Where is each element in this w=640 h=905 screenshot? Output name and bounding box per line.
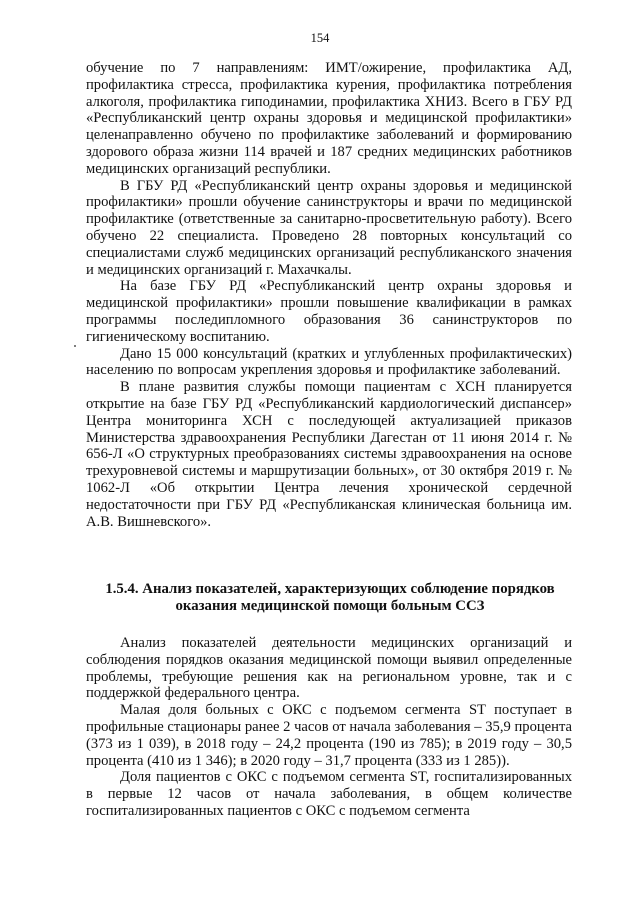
- paragraph: обучение по 7 направлениям: ИМТ/ожирение, профилактика АД, профилактика стресса, профилактика курения, профилактика потребления алкоголя, профилактика гиподинамии, профилактика ХНИЗ. Всего в ГБУ РД «Республиканский центр охраны здоровья и медицинской профилактики» целенаправленно обучено по профилактике заболеваний и формированию здорового образа жизни 114 врачей и 187 средних медицинских работников медицинских организаций республики.: [86, 60, 572, 177]
- section-heading-line: оказания медицинской помощи больным ССЗ: [175, 598, 485, 614]
- body-text-top: [86, 60, 572, 530]
- section-heading-line: 1.5.4. Анализ показателей, характеризующих соблюдение порядков: [105, 581, 555, 597]
- body-text-bottom: [86, 635, 572, 820]
- paragraph: Анализ показателей деятельности медицинских организаций и соблюдения порядков оказания медицинской помощи выявил определенные проблемы, требующие решения как на региональном уровне, так и с поддержкой федерального центра.: [86, 635, 572, 702]
- scan-speck: [73, 344, 77, 348]
- paragraph: На базе ГБУ РД «Республиканский центр охраны здоровья и медицинской профилактики» прошли повышение квалификации в рамках программы последипломного образования 36 санинструкторов по гигиеническому воспитанию.: [86, 278, 572, 345]
- paragraph: В ГБУ РД «Республиканский центр охраны здоровья и медицинской профилактики» прошли обучение санинструкторы и врачи по медицинской профилактике (ответственные за санитарно-просветительную работу). Всего обучено 22 специалиста. Проведено 28 повторных консультаций со специалистами служб медицинских организаций республиканского значения и медицинских организаций г. Махачкалы.: [86, 177, 572, 278]
- paragraph: В плане развития службы помощи пациентам с ХСН планируется открытие на базе ГБУ РД «Республиканский кардиологический диспансер» Центра мониторинга ХСН с последующей актуализацией приказов Министерства здравоохранения Республики Дагестан от 11 июня 2014 г. № 656-Л «О структурных преобразованиях системы здравоохранения на основе трехуровневой системы и маршрутизации больных», от 30 октября 2019 г. № 1062-Л «Об открытии Центра лечения хронической сердечной недостаточности при ГБУ РД «Республиканская клиническая больница им. А.В. Вишневского».: [86, 379, 572, 530]
- paragraph: Доля пациентов с ОКС с подъемом сегмента ST, госпитализированных в первые 12 часов от начала заболевания, в общем количестве госпитализированных пациентов с ОКС с подъемом сегмента: [86, 769, 572, 819]
- paragraph: Малая доля больных с ОКС с подъемом сегмента ST поступает в профильные стационары ранее 2 часов от начала заболевания – 35,9 процента (373 из 1 039), в 2018 году – 24,2 процента (190 из 785); в 2019 году – 30,5 процента (410 из 1 346); в 2020 году – 31,7 процента (333 из 1 285)).: [86, 702, 572, 769]
- section-heading: [80, 581, 580, 615]
- paragraph: Дано 15 000 консультаций (кратких и углубленных профилактических) населению по вопросам укрепления здоровья и профилактике заболеваний.: [86, 345, 572, 379]
- page-number: 154: [310, 31, 330, 45]
